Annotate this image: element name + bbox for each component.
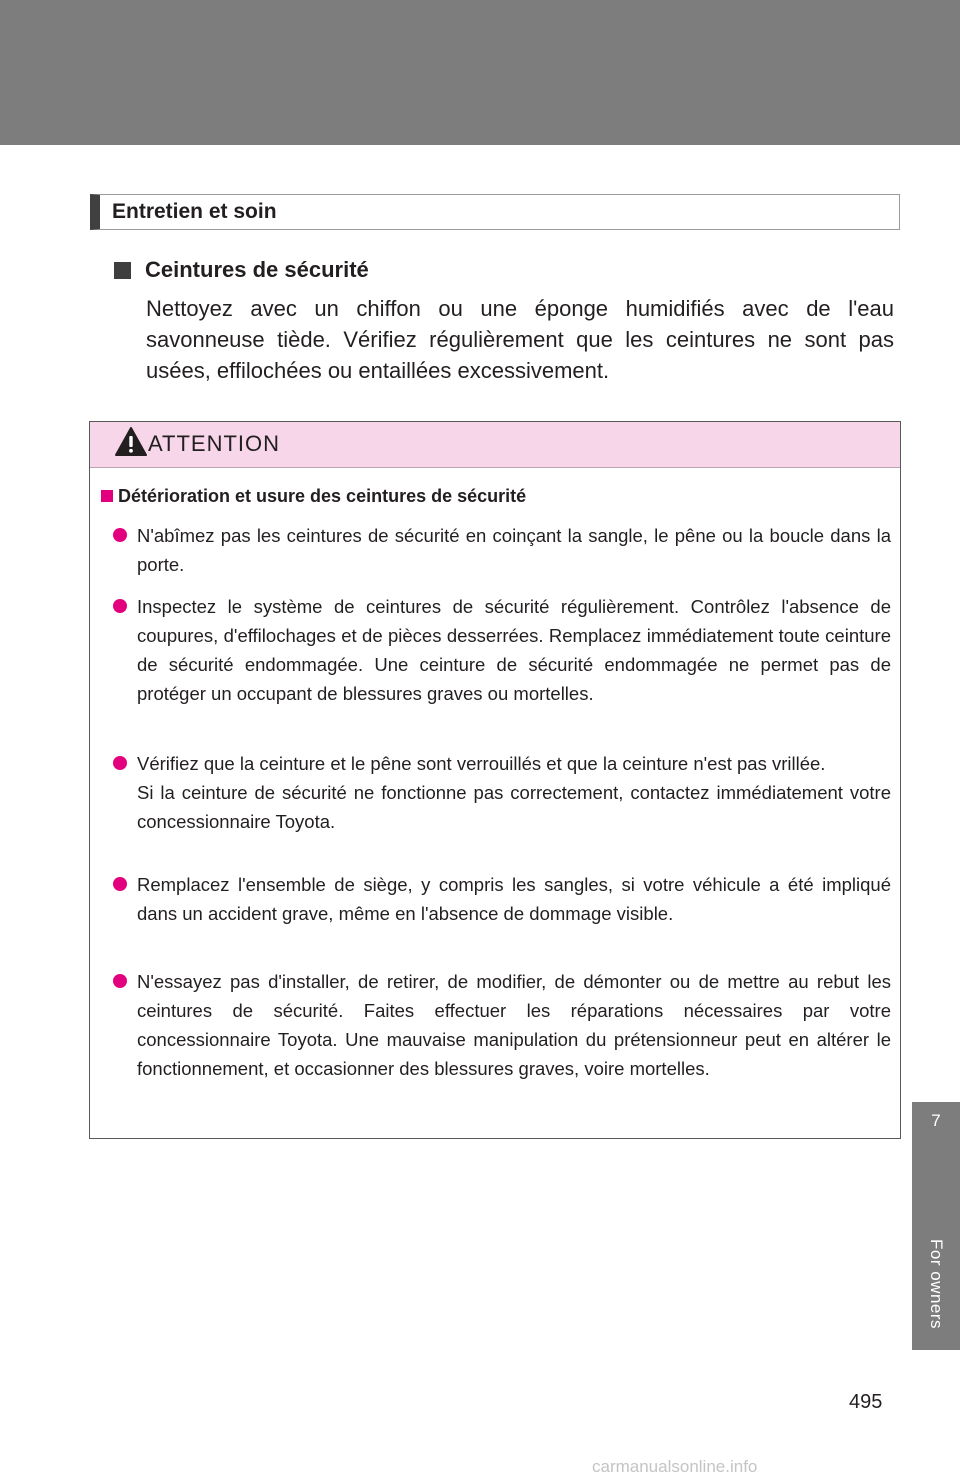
chapter-side-tab	[912, 1102, 960, 1350]
bullet-text: Vérifiez que la ceinture et le pêne sont verrouillés et que la ceinture n'est pas vrillée.	[137, 753, 826, 774]
chapter-number: 7	[931, 1111, 941, 1130]
attention-box	[89, 421, 901, 1139]
bullet-text: Remplacez l'ensemble de siège, y compris les sangles, si votre véhicule a été impliqué dans un accident grave, même en l'absence de dommage visible.	[137, 874, 891, 924]
bullet-dot-icon	[113, 974, 127, 988]
subheading-row	[114, 256, 369, 284]
attention-bullet	[113, 749, 891, 836]
square-bullet-icon	[114, 262, 131, 279]
attention-header	[90, 422, 900, 468]
chapter-title: For owners	[927, 1238, 946, 1330]
bullet-dot-icon	[113, 599, 127, 613]
attention-bullet	[113, 592, 891, 708]
warning-triangle-icon	[114, 426, 148, 458]
attention-subheading: Détérioration et usure des ceintures de sécurité	[118, 486, 527, 506]
page-number: 495	[849, 1391, 883, 1413]
bullet-text: N'abîmez pas les ceintures de sécurité en coinçant la sangle, le pêne ou la boucle dans la porte.	[137, 525, 891, 575]
watermark: carmanualsonline.info	[592, 1457, 758, 1476]
body-paragraph: Nettoyez avec un chiffon ou une éponge humidifiés avec de l'eau savonneuse tiède. Vérifiez régulièrement que les ceintures ne sont pas usées, effilochées ou entaillées excessivement.	[146, 296, 894, 383]
square-bullet-icon	[101, 490, 113, 502]
bullet-dot-icon	[113, 756, 127, 770]
bullet-text: N'essayez pas d'installer, de retirer, de modifier, de démonter ou de mettre au rebut les ceintures de sécurité. Faites effectuer les réparations nécessaires par votre concessionnaire Toyota. Une mauvaise manipulation du prétensionneur peut en altérer le fonctionnement, et occasionner des blessures graves, voire mortelles.	[137, 971, 891, 1079]
attention-bullet	[113, 870, 891, 928]
bullet-text: Inspectez le système de ceintures de sécurité régulièrement. Contrôlez l'absence de coupures, d'effilochages et de pièces desserrées. Remplacez immédiatement toute ceinture de sécurité endommagée. Une ceinture de sécurité endommagée ne permet pas de protéger un occupant de blessures graves ou mortelles.	[137, 596, 891, 704]
attention-subheading-row	[101, 485, 526, 507]
attention-title: ATTENTION	[148, 431, 281, 456]
section-heading: Entretien et soin	[112, 200, 277, 223]
attention-bullet	[113, 521, 891, 579]
bullet-text: Si la ceinture de sécurité ne fonctionne pas correctement, contactez immédiatement votre concessionnaire Toyota.	[137, 782, 891, 832]
section-heading-box	[90, 194, 900, 230]
top-header-band	[0, 0, 960, 145]
attention-bullet	[113, 967, 891, 1083]
subheading-title: Ceintures de sécurité	[145, 257, 369, 282]
bullet-dot-icon	[113, 877, 127, 891]
bullet-dot-icon	[113, 528, 127, 542]
